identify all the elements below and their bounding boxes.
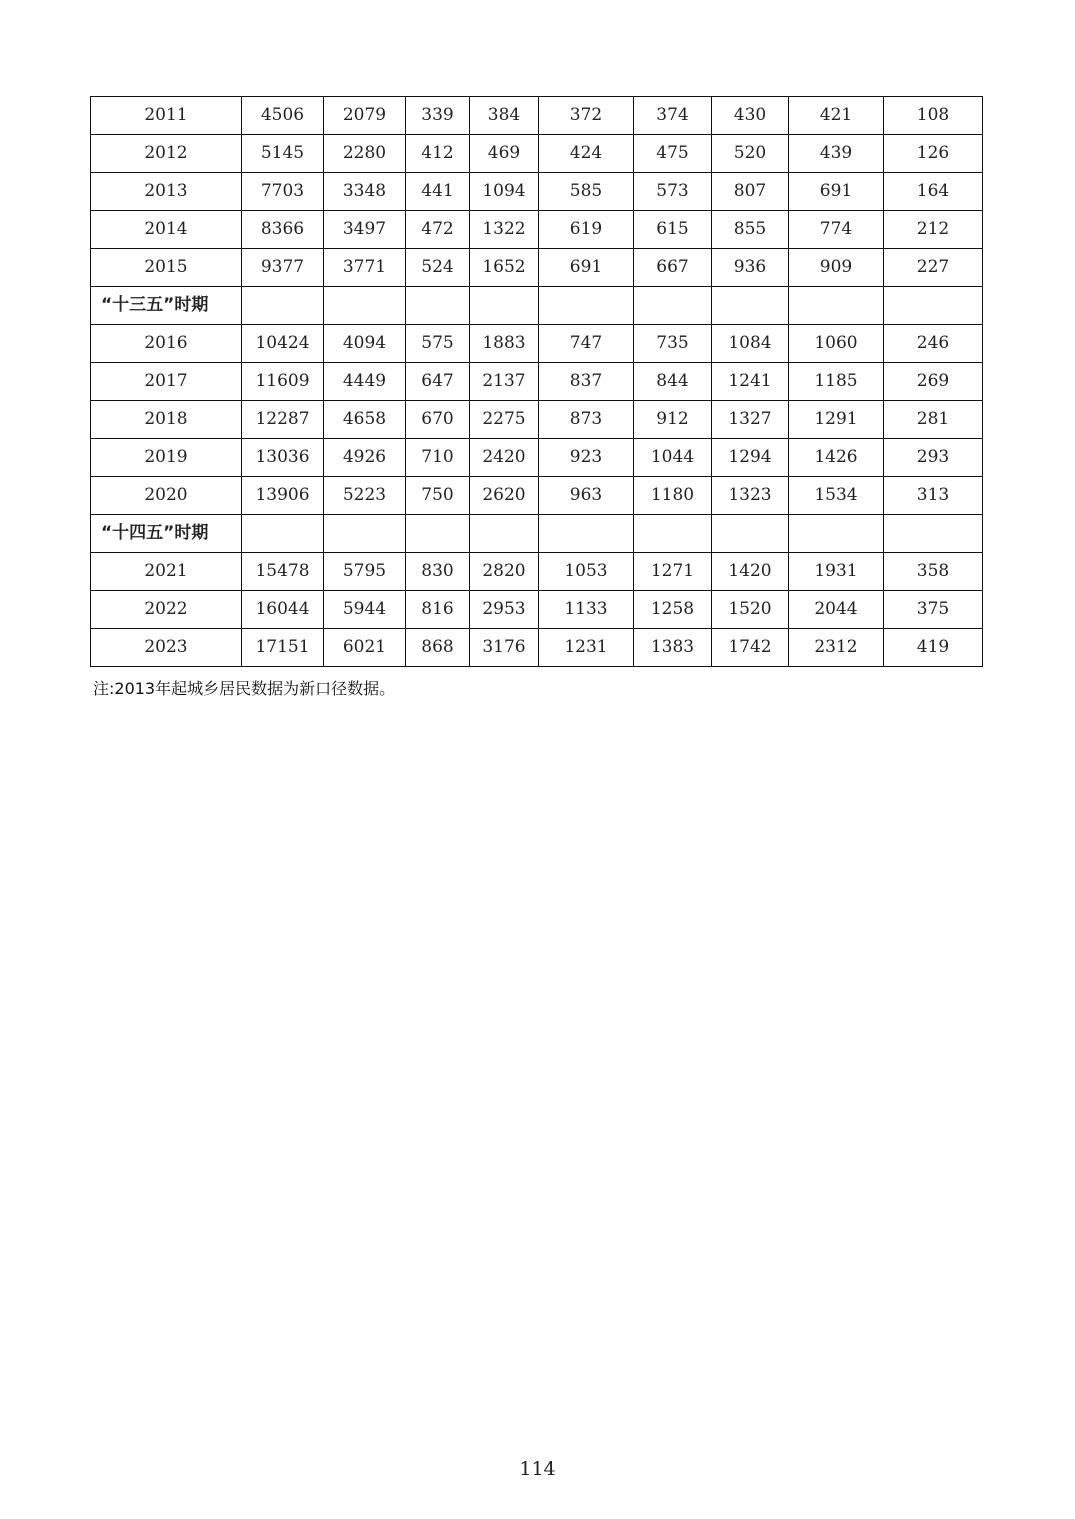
year-cell: 2023 (91, 629, 242, 667)
empty-cell (712, 287, 789, 325)
value-cell: 691 (539, 249, 634, 287)
value-cell: 1742 (712, 629, 789, 667)
value-cell: 2079 (324, 97, 406, 135)
value-cell: 2820 (470, 553, 539, 591)
value-cell: 3348 (324, 173, 406, 211)
value-cell: 774 (789, 211, 884, 249)
value-cell: 909 (789, 249, 884, 287)
year-cell: 2012 (91, 135, 242, 173)
period-header-row (91, 515, 983, 553)
value-cell: 575 (406, 325, 470, 363)
empty-cell (242, 515, 324, 553)
value-cell: 126 (884, 135, 983, 173)
value-cell: 10424 (242, 325, 324, 363)
value-cell: 747 (539, 325, 634, 363)
value-cell: 1185 (789, 363, 884, 401)
table-row (91, 249, 983, 287)
year-cell: 2020 (91, 477, 242, 515)
value-cell: 358 (884, 553, 983, 591)
value-cell: 936 (712, 249, 789, 287)
value-cell: 873 (539, 401, 634, 439)
value-cell: 670 (406, 401, 470, 439)
value-cell: 5223 (324, 477, 406, 515)
value-cell: 1294 (712, 439, 789, 477)
value-cell: 524 (406, 249, 470, 287)
value-cell: 868 (406, 629, 470, 667)
value-cell: 710 (406, 439, 470, 477)
value-cell: 1520 (712, 591, 789, 629)
value-cell: 293 (884, 439, 983, 477)
table-row (91, 439, 983, 477)
table-row (91, 325, 983, 363)
year-cell: 2011 (91, 97, 242, 135)
value-cell: 13036 (242, 439, 324, 477)
empty-cell (406, 287, 470, 325)
empty-cell (242, 287, 324, 325)
value-cell: 807 (712, 173, 789, 211)
value-cell: 1534 (789, 477, 884, 515)
period-header-row (91, 287, 983, 325)
value-cell: 5145 (242, 135, 324, 173)
value-cell: 424 (539, 135, 634, 173)
table-row (91, 553, 983, 591)
value-cell: 573 (634, 173, 712, 211)
value-cell: 1094 (470, 173, 539, 211)
table-body (91, 97, 983, 667)
empty-cell (712, 515, 789, 553)
year-cell: 2019 (91, 439, 242, 477)
value-cell: 1652 (470, 249, 539, 287)
empty-cell (539, 515, 634, 553)
value-cell: 750 (406, 477, 470, 515)
value-cell: 281 (884, 401, 983, 439)
value-cell: 1180 (634, 477, 712, 515)
value-cell: 1327 (712, 401, 789, 439)
empty-cell (884, 515, 983, 553)
value-cell: 1060 (789, 325, 884, 363)
empty-cell (324, 515, 406, 553)
empty-cell (470, 287, 539, 325)
value-cell: 4658 (324, 401, 406, 439)
table-row (91, 211, 983, 249)
value-cell: 1883 (470, 325, 539, 363)
value-cell: 2620 (470, 477, 539, 515)
year-cell: 2016 (91, 325, 242, 363)
value-cell: 1053 (539, 553, 634, 591)
year-cell: 2018 (91, 401, 242, 439)
value-cell: 9377 (242, 249, 324, 287)
empty-cell (634, 287, 712, 325)
value-cell: 412 (406, 135, 470, 173)
table-row (91, 363, 983, 401)
value-cell: 375 (884, 591, 983, 629)
value-cell: 339 (406, 97, 470, 135)
value-cell: 2420 (470, 439, 539, 477)
value-cell: 227 (884, 249, 983, 287)
table-row (91, 135, 983, 173)
value-cell: 12287 (242, 401, 324, 439)
value-cell: 647 (406, 363, 470, 401)
value-cell: 912 (634, 401, 712, 439)
value-cell: 735 (634, 325, 712, 363)
value-cell: 4506 (242, 97, 324, 135)
value-cell: 6021 (324, 629, 406, 667)
value-cell: 691 (789, 173, 884, 211)
value-cell: 923 (539, 439, 634, 477)
table-row (91, 401, 983, 439)
value-cell: 1084 (712, 325, 789, 363)
value-cell: 1420 (712, 553, 789, 591)
value-cell: 475 (634, 135, 712, 173)
value-cell: 1258 (634, 591, 712, 629)
value-cell: 855 (712, 211, 789, 249)
value-cell: 1044 (634, 439, 712, 477)
value-cell: 2275 (470, 401, 539, 439)
value-cell: 15478 (242, 553, 324, 591)
value-cell: 4094 (324, 325, 406, 363)
value-cell: 16044 (242, 591, 324, 629)
value-cell: 374 (634, 97, 712, 135)
value-cell: 313 (884, 477, 983, 515)
value-cell: 269 (884, 363, 983, 401)
value-cell: 830 (406, 553, 470, 591)
value-cell: 1231 (539, 629, 634, 667)
value-cell: 419 (884, 629, 983, 667)
value-cell: 615 (634, 211, 712, 249)
value-cell: 430 (712, 97, 789, 135)
value-cell: 2953 (470, 591, 539, 629)
value-cell: 585 (539, 173, 634, 211)
year-cell: 2014 (91, 211, 242, 249)
year-cell: 2013 (91, 173, 242, 211)
value-cell: 1426 (789, 439, 884, 477)
value-cell: 384 (470, 97, 539, 135)
empty-cell (789, 515, 884, 553)
empty-cell (324, 287, 406, 325)
value-cell: 667 (634, 249, 712, 287)
value-cell: 2280 (324, 135, 406, 173)
value-cell: 246 (884, 325, 983, 363)
value-cell: 963 (539, 477, 634, 515)
value-cell: 11609 (242, 363, 324, 401)
value-cell: 8366 (242, 211, 324, 249)
value-cell: 1322 (470, 211, 539, 249)
value-cell: 17151 (242, 629, 324, 667)
empty-cell (634, 515, 712, 553)
value-cell: 1271 (634, 553, 712, 591)
value-cell: 5944 (324, 591, 406, 629)
table-row (91, 591, 983, 629)
value-cell: 520 (712, 135, 789, 173)
empty-cell (789, 287, 884, 325)
value-cell: 1241 (712, 363, 789, 401)
value-cell: 1383 (634, 629, 712, 667)
value-cell: 2044 (789, 591, 884, 629)
value-cell: 212 (884, 211, 983, 249)
year-cell: 2021 (91, 553, 242, 591)
value-cell: 472 (406, 211, 470, 249)
value-cell: 441 (406, 173, 470, 211)
table-row (91, 629, 983, 667)
table-row (91, 173, 983, 211)
table-row (91, 477, 983, 515)
value-cell: 4449 (324, 363, 406, 401)
value-cell: 164 (884, 173, 983, 211)
value-cell: 372 (539, 97, 634, 135)
value-cell: 816 (406, 591, 470, 629)
value-cell: 619 (539, 211, 634, 249)
value-cell: 2312 (789, 629, 884, 667)
value-cell: 844 (634, 363, 712, 401)
year-cell: 2017 (91, 363, 242, 401)
period-label: “十三五”时期 (91, 287, 242, 325)
year-cell: 2015 (91, 249, 242, 287)
value-cell: 13906 (242, 477, 324, 515)
empty-cell (539, 287, 634, 325)
data-table (90, 96, 983, 667)
empty-cell (406, 515, 470, 553)
value-cell: 837 (539, 363, 634, 401)
table-row (91, 97, 983, 135)
value-cell: 4926 (324, 439, 406, 477)
page-number: 114 (519, 1458, 556, 1480)
value-cell: 1323 (712, 477, 789, 515)
table-note: 注:2013年起城乡居民数据为新口径数据。 (93, 679, 396, 698)
value-cell: 1291 (789, 401, 884, 439)
value-cell: 7703 (242, 173, 324, 211)
value-cell: 421 (789, 97, 884, 135)
year-cell: 2022 (91, 591, 242, 629)
period-label: “十四五”时期 (91, 515, 242, 553)
empty-cell (884, 287, 983, 325)
value-cell: 5795 (324, 553, 406, 591)
empty-cell (470, 515, 539, 553)
value-cell: 2137 (470, 363, 539, 401)
value-cell: 1133 (539, 591, 634, 629)
value-cell: 3771 (324, 249, 406, 287)
value-cell: 108 (884, 97, 983, 135)
value-cell: 439 (789, 135, 884, 173)
value-cell: 1931 (789, 553, 884, 591)
value-cell: 469 (470, 135, 539, 173)
value-cell: 3176 (470, 629, 539, 667)
value-cell: 3497 (324, 211, 406, 249)
